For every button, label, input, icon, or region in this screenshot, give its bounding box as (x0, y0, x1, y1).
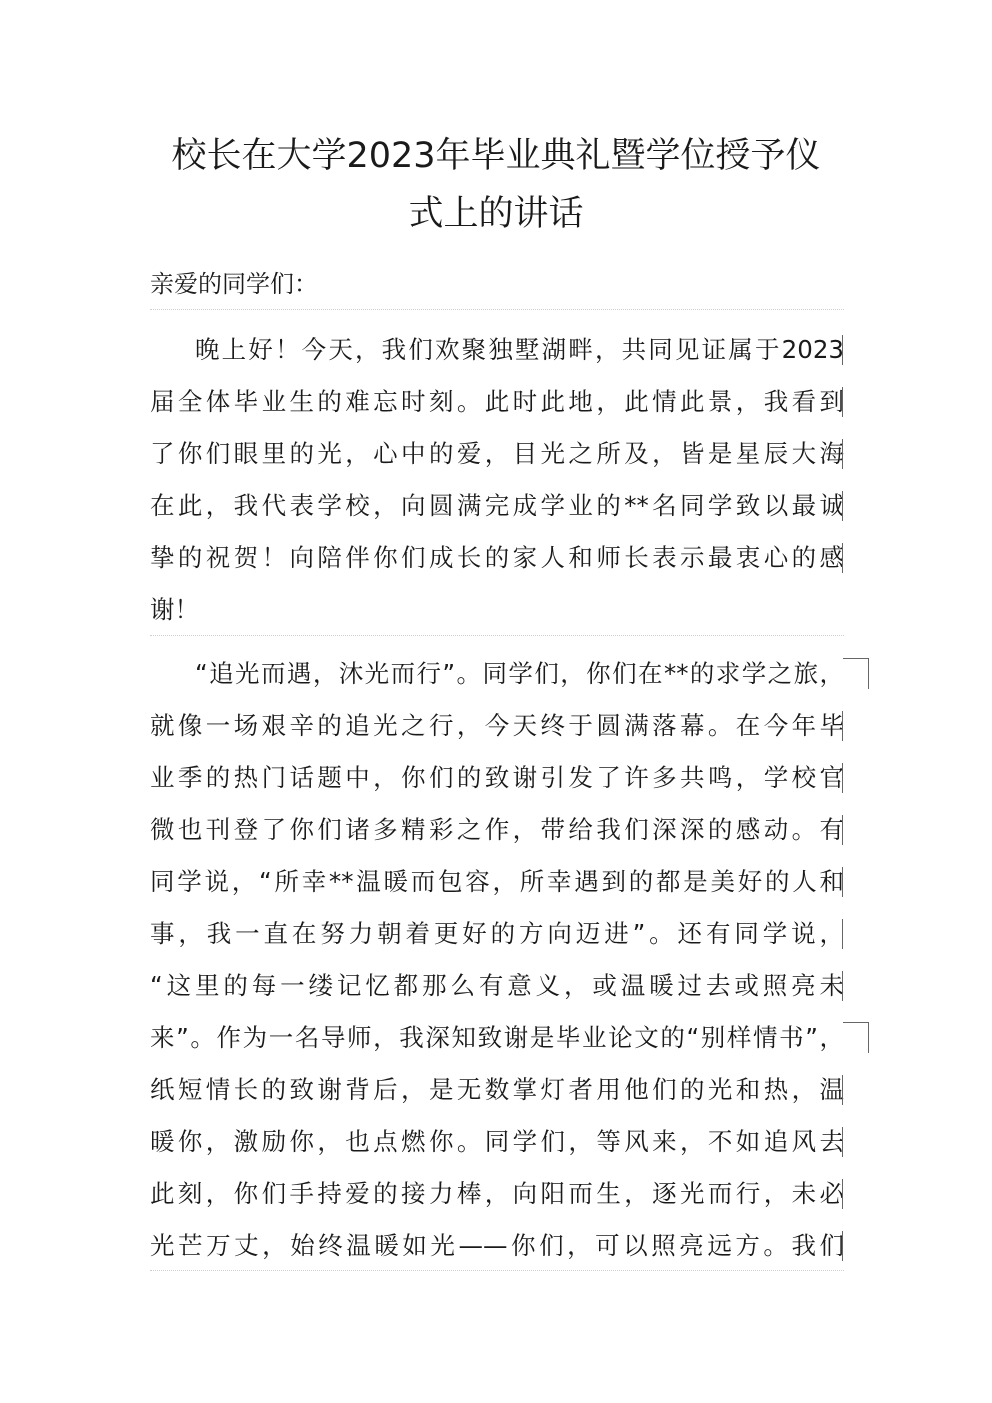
line-end-mark (842, 1179, 843, 1209)
paragraph-separator (150, 309, 844, 310)
line-end-mark (842, 387, 843, 417)
line-end-mark (842, 491, 843, 521)
line-overflow-mark (843, 658, 869, 689)
paragraph-line: 在此，我代表学校，向圆满完成学业的**名同学致以最诚 (150, 491, 844, 520)
paragraph-line: 了你们眼里的光，心中的爱，目光之所及，皆是星辰大海 (150, 439, 844, 468)
line-overflow-mark (843, 1022, 869, 1053)
paragraph-line: 挚的祝贺！向陪伴你们成长的家人和师长表示最衷心的感 (150, 543, 844, 572)
line-end-mark (842, 1127, 843, 1157)
paragraph-line: 暖你，激励你，也点燃你。同学们，等风来，不如追风去 (150, 1127, 844, 1156)
paragraph-line: 谢！ (150, 595, 199, 624)
paragraph-line: 届全体毕业生的难忘时刻。此时此地，此情此景，我看到 (150, 387, 844, 416)
paragraph-line: 晚上好！今天，我们欢聚独墅湖畔，共同见证属于2023 (195, 335, 844, 364)
line-end-mark (842, 543, 843, 573)
paragraph-line: “追光而遇，沐光而行”。同学们，你们在**的求学之旅， (195, 659, 844, 688)
paragraph-line: 事，我一直在努力朝着更好的方向迈进”。还有同学说， (150, 919, 844, 948)
paragraph-line: “这里的每一缕记忆都那么有意义，或温暖过去或照亮未 (150, 971, 844, 1000)
line-end-mark (842, 711, 843, 741)
line-end-mark (842, 439, 843, 469)
paragraph-line: 业季的热门话题中，你们的致谢引发了许多共鸣，学校官 (150, 763, 844, 792)
paragraph-line: 光芒万丈，始终温暖如光——你们，可以照亮远方。我们 (150, 1231, 844, 1260)
paragraph-line: 来”。作为一名导师，我深知致谢是毕业论文的“别样情书”， (150, 1023, 844, 1052)
line-end-mark (842, 1075, 843, 1105)
paragraph-line: 此刻，你们手持爱的接力棒，向阳而生，逐光而行，未必 (150, 1179, 844, 1208)
paragraph-line: 同学说，“所幸**温暖而包容，所幸遇到的都是美好的人和 (150, 867, 844, 896)
document-title-line-1: 校长在大学2023年毕业典礼暨学位授予仪 (171, 136, 821, 176)
paragraph-separator (150, 635, 844, 636)
line-end-mark (842, 815, 843, 845)
line-end-mark (842, 763, 843, 793)
line-end-mark (842, 867, 843, 897)
line-end-mark (842, 919, 843, 949)
line-end-mark (842, 335, 843, 365)
document-title-line-2: 式上的讲话 (408, 194, 584, 234)
paragraph-line: 微也刊登了你们诸多精彩之作，带给我们深深的感动。有 (150, 815, 844, 844)
paragraph-line: 就像一场艰辛的追光之行，今天终于圆满落幕。在今年毕 (150, 711, 844, 740)
paragraph-line: 纸短情长的致谢背后，是无数掌灯者用他们的光和热，温 (150, 1075, 844, 1104)
salutation: 亲爱的同学们： (150, 270, 318, 298)
line-end-mark (842, 1231, 843, 1261)
line-end-mark (842, 971, 843, 1001)
paragraph-separator (150, 1270, 844, 1271)
